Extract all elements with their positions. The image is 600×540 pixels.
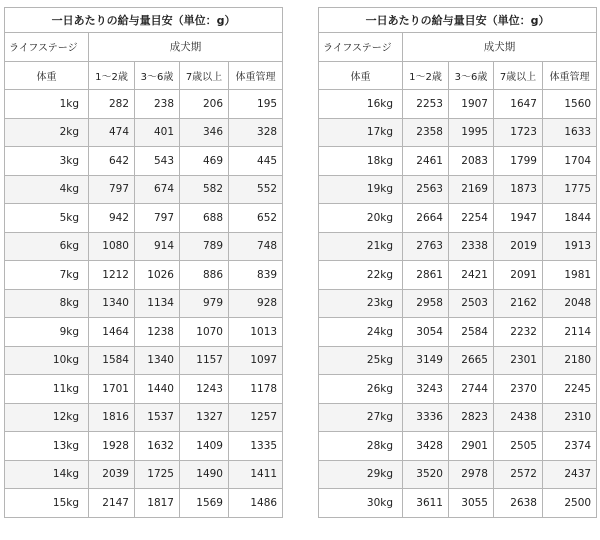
amount-cell: 1340 [135,346,180,375]
weight-cell: 28kg [319,432,403,461]
amount-cell: 2563 [403,175,449,204]
table-row [319,460,597,489]
amount-cell: 1335 [229,432,283,461]
amount-cell: 3055 [449,489,494,518]
amount-cell: 797 [135,204,180,233]
header-age-3-6: 3〜6歳 [449,61,494,90]
amount-cell: 552 [229,175,283,204]
table-row [5,489,283,518]
amount-cell: 1633 [543,118,597,147]
amount-cell: 2253 [403,90,449,119]
amount-cell: 2048 [543,289,597,318]
table-row [5,261,283,290]
table-row [319,289,597,318]
amount-cell: 1632 [135,432,180,461]
table-row [319,489,597,518]
amount-cell: 1178 [229,375,283,404]
weight-cell: 5kg [5,204,89,233]
weight-cell: 12kg [5,403,89,432]
amount-cell: 3054 [403,318,449,347]
weight-cell: 22kg [319,261,403,290]
amount-cell: 2823 [449,403,494,432]
weight-cell: 13kg [5,432,89,461]
table-row [5,403,283,432]
amount-cell: 3336 [403,403,449,432]
weight-cell: 10kg [5,346,89,375]
amount-cell: 582 [180,175,229,204]
amount-cell: 2147 [89,489,135,518]
table-row [319,375,597,404]
amount-cell: 346 [180,118,229,147]
weight-cell: 26kg [319,375,403,404]
amount-cell: 1995 [449,118,494,147]
amount-cell: 1584 [89,346,135,375]
amount-cell: 2421 [449,261,494,290]
amount-cell: 1212 [89,261,135,290]
weight-cell: 29kg [319,460,403,489]
amount-cell: 1873 [494,175,543,204]
amount-cell: 2901 [449,432,494,461]
header-weight-control: 体重管理 [229,61,283,90]
amount-cell: 2374 [543,432,597,461]
amount-cell: 1464 [89,318,135,347]
table-row [319,232,597,261]
amount-cell: 1490 [180,460,229,489]
amount-cell: 3611 [403,489,449,518]
amount-cell: 3149 [403,346,449,375]
amount-cell: 1775 [543,175,597,204]
header-weight-control: 体重管理 [543,61,597,90]
weight-cell: 1kg [5,90,89,119]
header-age-1-2: 1〜2歳 [403,61,449,90]
amount-cell: 886 [180,261,229,290]
weight-cell: 9kg [5,318,89,347]
amount-cell: 2572 [494,460,543,489]
amount-cell: 2245 [543,375,597,404]
amount-cell: 2438 [494,403,543,432]
amount-cell: 2461 [403,147,449,176]
weight-cell: 25kg [319,346,403,375]
amount-cell: 839 [229,261,283,290]
amount-cell: 2763 [403,232,449,261]
amount-cell: 1013 [229,318,283,347]
amount-cell: 2664 [403,204,449,233]
amount-cell: 2232 [494,318,543,347]
amount-cell: 282 [89,90,135,119]
amount-cell: 1560 [543,90,597,119]
table-row [5,175,283,204]
amount-cell: 1026 [135,261,180,290]
table-row [5,432,283,461]
weight-cell: 17kg [319,118,403,147]
amount-cell: 1134 [135,289,180,318]
weight-cell: 11kg [5,375,89,404]
amount-cell: 2019 [494,232,543,261]
amount-cell: 2358 [403,118,449,147]
table-row [319,175,597,204]
weight-cell: 27kg [319,403,403,432]
amount-cell: 1981 [543,261,597,290]
amount-cell: 3243 [403,375,449,404]
amount-cell: 642 [89,147,135,176]
amount-cell: 1725 [135,460,180,489]
amount-cell: 2978 [449,460,494,489]
amount-cell: 1257 [229,403,283,432]
life-stage-value: 成犬期 [89,33,283,62]
amount-cell: 1327 [180,403,229,432]
feeding-table-left [4,7,283,518]
life-stage-label: ライフステージ [5,33,89,62]
header-weight: 体重 [319,61,403,90]
amount-cell: 1070 [180,318,229,347]
weight-cell: 30kg [319,489,403,518]
amount-cell: 2744 [449,375,494,404]
amount-cell: 688 [180,204,229,233]
amount-cell: 797 [89,175,135,204]
weight-cell: 21kg [319,232,403,261]
amount-cell: 942 [89,204,135,233]
table-row [5,204,283,233]
amount-cell: 1928 [89,432,135,461]
table-row [5,346,283,375]
amount-cell: 1844 [543,204,597,233]
amount-cell: 543 [135,147,180,176]
life-stage-label: ライフステージ [319,33,403,62]
amount-cell: 1238 [135,318,180,347]
amount-cell: 2437 [543,460,597,489]
amount-cell: 238 [135,90,180,119]
amount-cell: 1097 [229,346,283,375]
amount-cell: 1704 [543,147,597,176]
weight-cell: 3kg [5,147,89,176]
amount-cell: 328 [229,118,283,147]
weight-cell: 15kg [5,489,89,518]
table-title: 一日あたりの給与量目安（単位：g） [5,8,283,33]
amount-cell: 1723 [494,118,543,147]
table-row [5,318,283,347]
table-body [319,8,597,518]
amount-cell: 1080 [89,232,135,261]
weight-cell: 16kg [319,90,403,119]
amount-cell: 1340 [89,289,135,318]
table-row [319,432,597,461]
amount-cell: 2338 [449,232,494,261]
amount-cell: 2503 [449,289,494,318]
table-row [319,118,597,147]
amount-cell: 1243 [180,375,229,404]
amount-cell: 1816 [89,403,135,432]
amount-cell: 2505 [494,432,543,461]
amount-cell: 1569 [180,489,229,518]
weight-cell: 23kg [319,289,403,318]
amount-cell: 195 [229,90,283,119]
amount-cell: 2958 [403,289,449,318]
amount-cell: 1647 [494,90,543,119]
weight-cell: 20kg [319,204,403,233]
amount-cell: 652 [229,204,283,233]
header-weight: 体重 [5,61,89,90]
amount-cell: 2500 [543,489,597,518]
amount-cell: 1907 [449,90,494,119]
weight-cell: 14kg [5,460,89,489]
amount-cell: 1701 [89,375,135,404]
table-row [319,147,597,176]
amount-cell: 2114 [543,318,597,347]
amount-cell: 1486 [229,489,283,518]
amount-cell: 2083 [449,147,494,176]
amount-cell: 928 [229,289,283,318]
feeding-table-right [318,7,597,518]
table-row [5,232,283,261]
amount-cell: 2301 [494,346,543,375]
amount-cell: 2638 [494,489,543,518]
amount-cell: 2665 [449,346,494,375]
table-row [319,204,597,233]
amount-cell: 1537 [135,403,180,432]
amount-cell: 2039 [89,460,135,489]
amount-cell: 2169 [449,175,494,204]
table-row [5,375,283,404]
amount-cell: 469 [180,147,229,176]
amount-cell: 979 [180,289,229,318]
amount-cell: 401 [135,118,180,147]
table-title: 一日あたりの給与量目安（単位：g） [319,8,597,33]
weight-cell: 2kg [5,118,89,147]
table-row [5,147,283,176]
weight-cell: 18kg [319,147,403,176]
table-row [5,289,283,318]
amount-cell: 474 [89,118,135,147]
amount-cell: 2162 [494,289,543,318]
amount-cell: 748 [229,232,283,261]
amount-cell: 674 [135,175,180,204]
amount-cell: 2310 [543,403,597,432]
table-row [5,118,283,147]
amount-cell: 1799 [494,147,543,176]
weight-cell: 24kg [319,318,403,347]
table-row [319,346,597,375]
life-stage-value: 成犬期 [403,33,597,62]
table-row [5,90,283,119]
amount-cell: 2370 [494,375,543,404]
table-row [319,261,597,290]
amount-cell: 1411 [229,460,283,489]
amount-cell: 1947 [494,204,543,233]
amount-cell: 1913 [543,232,597,261]
amount-cell: 206 [180,90,229,119]
table-row [319,403,597,432]
amount-cell: 3520 [403,460,449,489]
amount-cell: 1440 [135,375,180,404]
amount-cell: 2861 [403,261,449,290]
header-age-3-6: 3〜6歳 [135,61,180,90]
amount-cell: 2254 [449,204,494,233]
weight-cell: 7kg [5,261,89,290]
header-age-7-plus: 7歳以上 [494,61,543,90]
table-body [5,8,283,518]
header-age-1-2: 1〜2歳 [89,61,135,90]
amount-cell: 2091 [494,261,543,290]
amount-cell: 1817 [135,489,180,518]
table-row [319,318,597,347]
amount-cell: 3428 [403,432,449,461]
amount-cell: 914 [135,232,180,261]
amount-cell: 2584 [449,318,494,347]
amount-cell: 1409 [180,432,229,461]
amount-cell: 789 [180,232,229,261]
weight-cell: 6kg [5,232,89,261]
weight-cell: 8kg [5,289,89,318]
weight-cell: 19kg [319,175,403,204]
weight-cell: 4kg [5,175,89,204]
amount-cell: 1157 [180,346,229,375]
amount-cell: 445 [229,147,283,176]
table-row [5,460,283,489]
header-age-7-plus: 7歳以上 [180,61,229,90]
amount-cell: 2180 [543,346,597,375]
table-row [319,90,597,119]
